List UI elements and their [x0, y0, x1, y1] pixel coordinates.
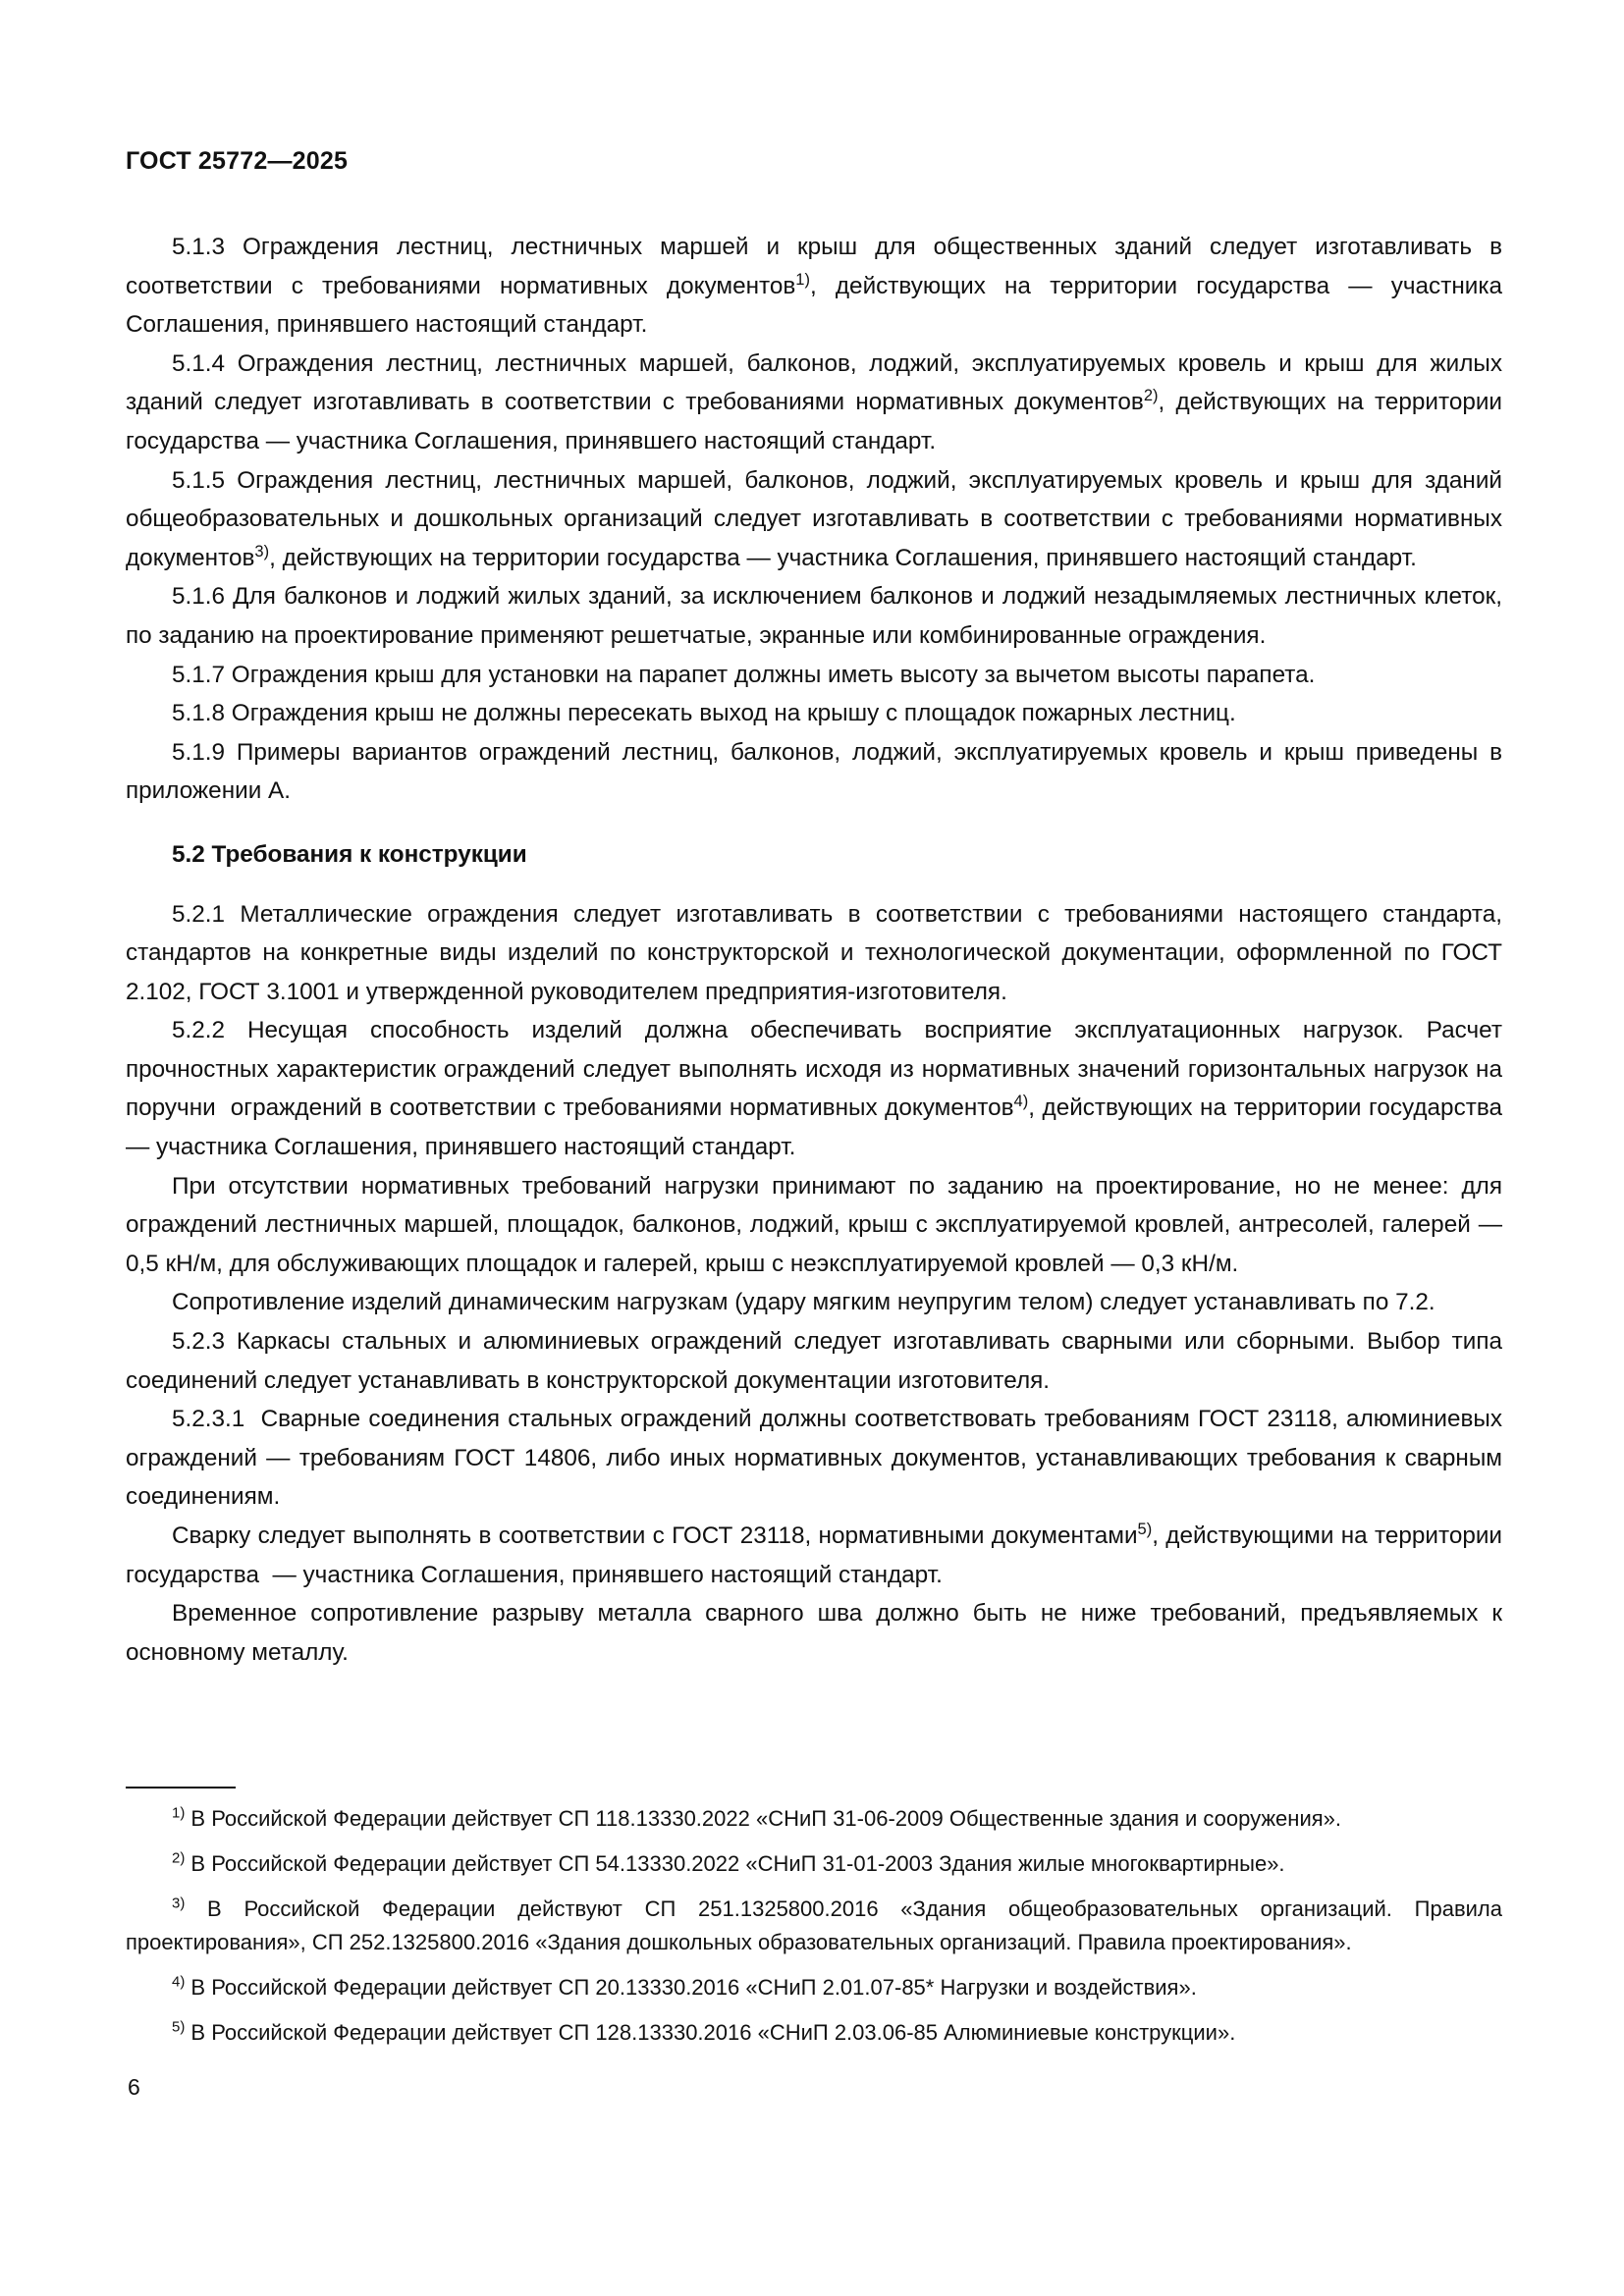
footnote-separator-rule — [126, 1787, 236, 1789]
paragraph-5-2-3: 5.2.3 Каркасы стальных и алюминиевых ограждений следует изготавливать сварными или сборными. Выбор типа соединений следует устанавливать в конструкторской документации изготовителя. — [126, 1328, 1502, 1394]
paragraph-5-2-3-1-welding: Сварку следует выполнять в соответствии с ГОСТ 23118, нормативными документами$^{5)}$, действующими на территории государства — участника Соглашения, принявшего настоящий стандарт. — [126, 1519, 1503, 1588]
paragraph-5-1-3: 5.1.3 Ограждения лестниц, лестничных маршей и крыш для общественных зданий следует изготавливать в соответствии с требованиями нормативных документов$^{1)}$, действующих на территории государства — участника Соглашения, принявшего настоящий стандарт. — [126, 234, 1502, 339]
footnotes-section — [126, 1787, 1502, 2050]
footnote-2: $^{2)}$ В Российской Федерации действует СП 54.13330.2022 «СНиП 31-01-2003 Здания жилые многоквартирные». — [172, 1849, 1285, 1876]
paragraph-5-2-3-1-strength: Временное сопротивление разрыву металла сварного шва должно быть не ниже требований, предъявляемых к основному металлу. — [126, 1600, 1502, 1666]
paragraph-5-2-2-dynamic: Сопротивление изделий динамическим нагрузкам (удару мягким неупругим телом) следует устанавливать по 7.2. — [172, 1289, 1435, 1316]
paragraph-5-1-8: 5.1.8 Ограждения крыш не должны пересекать выход на крышу с площадок пожарных лестниц. — [172, 700, 1236, 727]
footnote-5: $^{5)}$ В Российской Федерации действует СП 128.13330.2016 «СНиП 2.03.06-85 Алюминиевые конструкции». — [172, 2018, 1236, 2045]
paragraph-5-2-3-1: 5.2.3.1 Сварные соединения стальных ограждений должны соответствовать требованиям ГОСТ 23118, алюминиевых ограждений — требованиям ГОСТ 14806, либо иных нормативных документов, устанавливающих требования к сварным соединениям. — [126, 1406, 1502, 1511]
footnote-1: $^{1)}$ В Российской Федерации действует СП 118.13330.2022 «СНиП 31-06-2009 Общественные здания и сооружения». — [172, 1804, 1341, 1831]
footnote-4: $^{4)}$ В Российской Федерации действует СП 20.13330.2016 «СНиП 2.01.07-85* Нагрузки и воздействия». — [172, 1973, 1197, 2000]
paragraph-5-1-9: 5.1.9 Примеры вариантов ограждений лестниц, балконов, лоджий, эксплуатируемых кровель и крыш приведены в приложении А. — [126, 738, 1502, 805]
paragraph-5-1-7: 5.1.7 Ограждения крыш для установки на парапет должны иметь высоту за вычетом высоты парапета. — [172, 661, 1316, 688]
document-header-standard-number: ГОСТ 25772—2025 — [126, 147, 349, 175]
body-text-column — [126, 228, 1502, 1672]
paragraph-5-1-5: 5.1.5 Ограждения лестниц, лестничных маршей, балконов, лоджий, эксплуатируемых кровель и крыш для зданий общеобразовательных и дошкольных организаций следует изготавливать в соответствии с требованиями нормативных документов$^{3)}$, действующих на территории государства — участника Соглашения, принявшего настоящий стандарт. — [126, 466, 1502, 571]
page-number: 6 — [128, 2074, 140, 2100]
paragraph-5-2-1: 5.2.1 Металлические ограждения следует изготавливать в соответствии с требованиями настоящего стандарта, стандартов на конкретные виды изделий по конструкторской и технологической документации, оформленной по ГОСТ 2.102, ГОСТ 3.1001 и утвержденной руководителем предприятия-изготовителя. — [126, 900, 1502, 1005]
paragraph-5-2-2-loads: При отсутствии нормативных требований нагрузки принимают по заданию на проектирование, но не менее: для ограждений лестничных маршей, площадок, балконов, лоджий, крыш с эксплуатируемой кровлей, антресолей, галерей — 0,5 кН/м, для обслуживающих площадок и галерей, крыш с неэксплуатируемой кровлей — 0,3 кН/м. — [126, 1172, 1502, 1277]
paragraph-5-1-6: 5.1.6 Для балконов и лоджий жилых зданий, за исключением балконов и лоджий незадымляемых лестничных клеток, по заданию на проектирование применяют решетчатые, экранные или комбинированные ограждения. — [126, 583, 1502, 649]
footnote-3: $^{3)}$ В Российской Федерации действуют СП 251.1325800.2016 «Здания общеобразовательных организаций. Правила проектирования», СП 252.1325800.2016 «Здания дошкольных образовательных организаций. Правила проектирования». — [126, 1895, 1502, 1954]
paragraph-5-1-4: 5.1.4 Ограждения лестниц, лестничных маршей, балконов, лоджий, эксплуатируемых кровель и крыш для жилых зданий следует изготавливать в соответствии с требованиями нормативных документов$^{2)}$, действующих на территории государства — участника Соглашения, принявшего настоящий стандарт. — [126, 349, 1502, 454]
paragraph-5-2-2: 5.2.2 Несущая способность изделий должна обеспечивать восприятие эксплуатационных нагрузок. Расчет прочностных характеристик ограждений следует выполнять исходя из нормативных значений горизонтальных нагрузок на поручни ограждений в соответствии с требованиями нормативных документов$^{4)}$, действующих на территории государства — участника Соглашения, принявшего настоящий стандарт. — [126, 1017, 1502, 1161]
section-heading-5-2: 5.2 Требования к конструкции — [172, 840, 527, 868]
